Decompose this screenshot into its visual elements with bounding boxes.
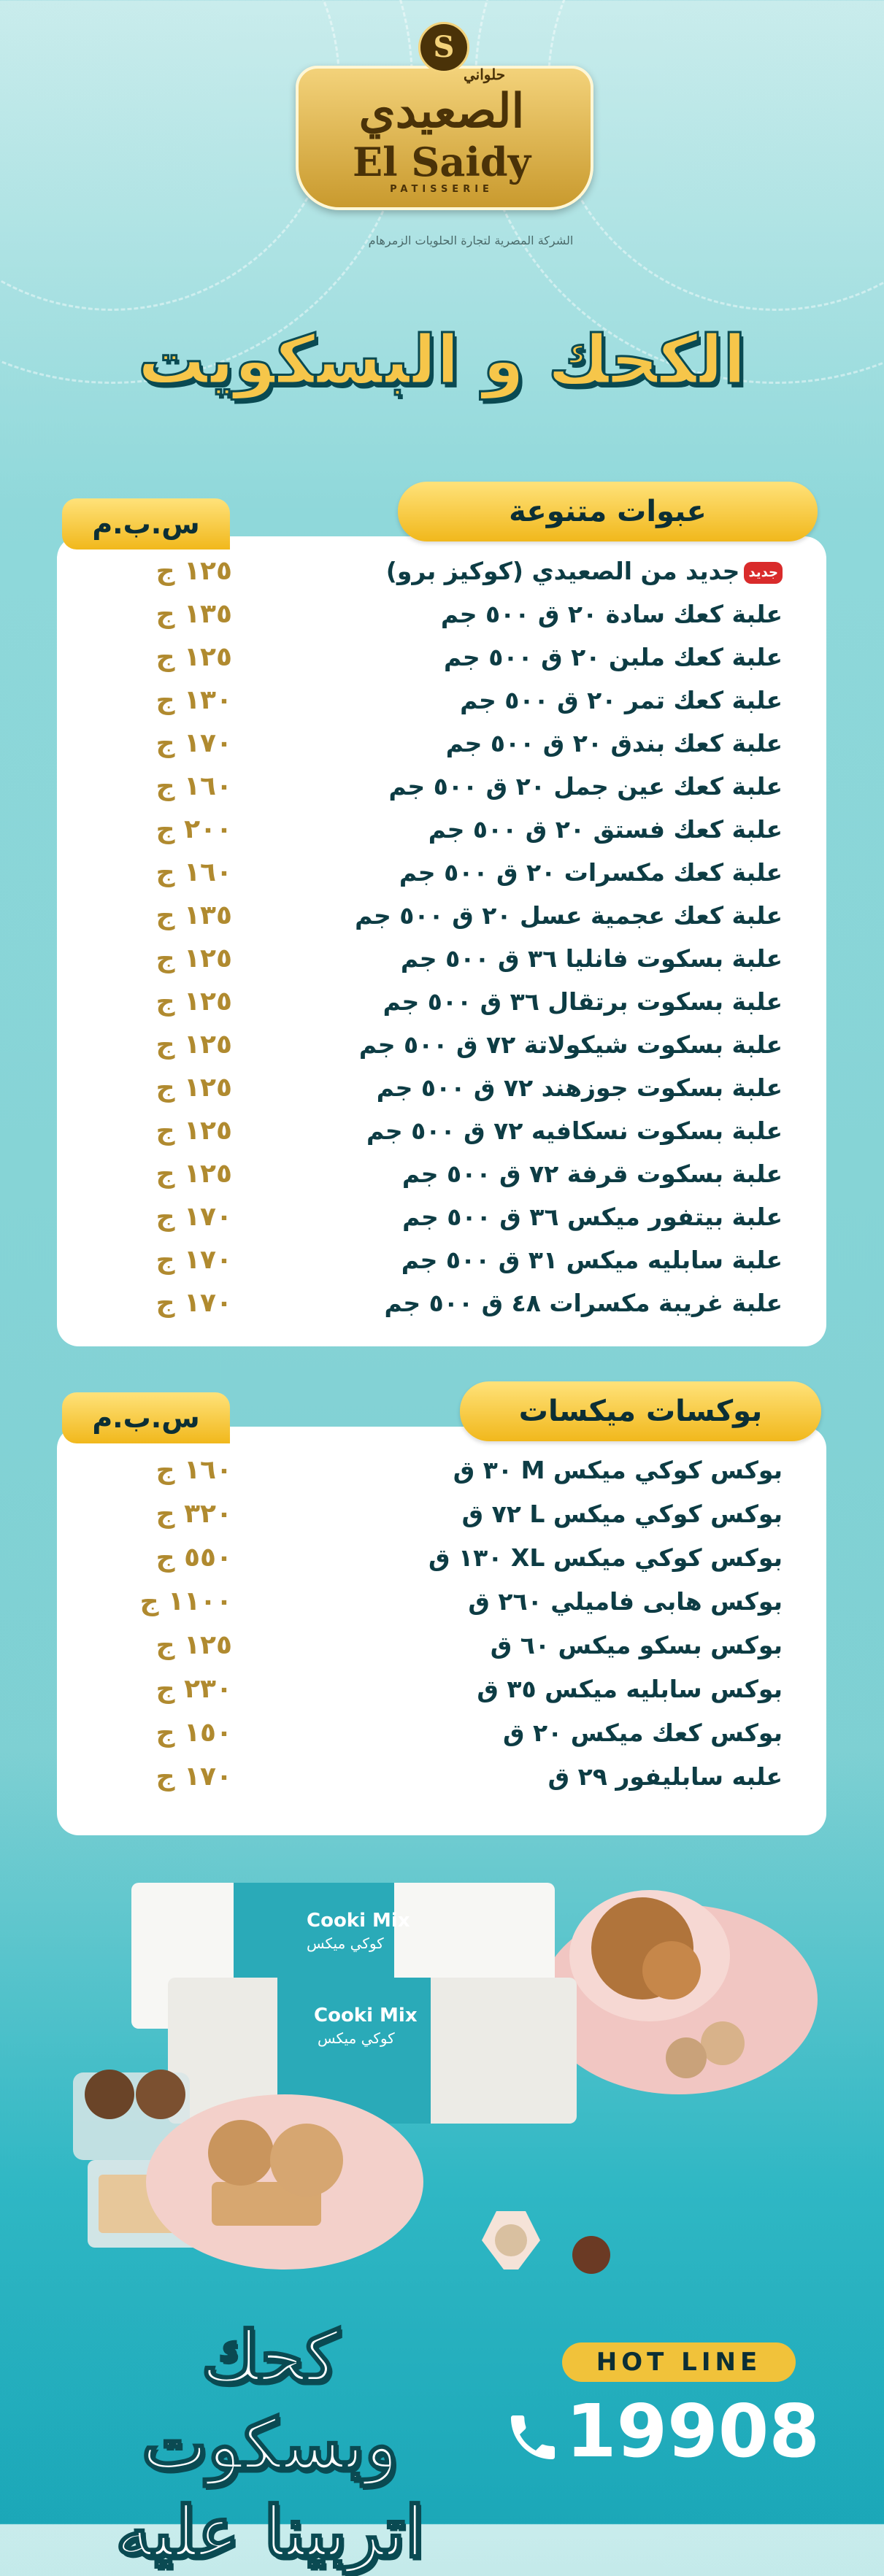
item-price: ١٢٥ ج xyxy=(155,1116,232,1146)
item-name xyxy=(383,984,783,1020)
item-price: ١٢٥ ج xyxy=(155,1630,232,1660)
item-name-text: علبة كعك عين جمل ٢٠ ق ٥٠٠ جم xyxy=(388,772,783,801)
item-name-text: علبة كعك فستق ٢٠ ق ٥٠٠ جم xyxy=(428,815,783,844)
item-name xyxy=(385,1285,783,1322)
section1-currency: س.ب.م xyxy=(62,498,230,549)
item-price: ١٦٠ ج xyxy=(155,771,232,801)
item-name-text: علبة بسكوت برتقال ٣٦ ق ٥٠٠ جم xyxy=(383,987,783,1016)
item-name-text: علبة بيتفور ميكس ٣٦ ق ٥٠٠ جم xyxy=(402,1203,783,1231)
item-price: ١٢٥ ج xyxy=(155,944,232,973)
item-price: ١٢٥ ج xyxy=(155,556,232,586)
menu-row xyxy=(57,811,826,848)
footer-slogan-line2: اتربينا عليه xyxy=(115,2491,425,2573)
menu-row xyxy=(57,1715,826,1751)
menu-row xyxy=(57,941,826,977)
item-name xyxy=(401,941,783,977)
item-name-text: علبة كعك ملبن ٢٠ ق ٥٠٠ جم xyxy=(444,643,783,671)
item-price: ١٢٥ ج xyxy=(155,1073,232,1103)
menu-row xyxy=(57,1113,826,1149)
box-label-ar: كوكي ميكس xyxy=(318,2029,395,2047)
section2-currency: س.ب.م xyxy=(62,1392,230,1443)
item-name-text: بوكس كوكي ميكس M ٣٠ ق xyxy=(453,1456,783,1484)
item-name xyxy=(477,1671,783,1708)
item-name-text: علبة كعك سادة ٢٠ ق ٥٠٠ جم xyxy=(440,600,783,628)
item-price: ٢٠٠ ج xyxy=(155,814,232,844)
brand-logo xyxy=(296,15,588,255)
menu-row xyxy=(57,1070,826,1106)
item-price: ٥٥٠ ج xyxy=(155,1543,232,1573)
page-title: الكحك و البسكويت xyxy=(137,321,747,399)
logo-monogram: S xyxy=(418,22,469,73)
hotline-number: 19908 xyxy=(566,2388,820,2474)
item-name-text: علبة بسكوت نسكافيه ٧٢ ق ٥٠٠ جم xyxy=(366,1117,783,1145)
menu-row xyxy=(57,1540,826,1576)
item-price: ١٢٥ ج xyxy=(155,1159,232,1189)
item-price: ١٧٠ ج xyxy=(155,1245,232,1275)
item-price: ١٣٥ ج xyxy=(155,901,232,930)
footer-slogan-line1: كحك وبسكوت xyxy=(142,2315,399,2486)
item-name-text: علبة سابليه ميكس ٣١ ق ٥٠٠ جم xyxy=(401,1246,783,1274)
item-name-text: علبة غريبة مكسرات ٤٨ ق ٥٠٠ جم xyxy=(384,1289,783,1317)
item-name xyxy=(453,1452,783,1489)
box-label: Cooki Mix xyxy=(314,2005,418,2027)
item-name xyxy=(460,682,783,719)
item-price: ١٦٠ ج xyxy=(155,1455,232,1485)
item-name-text: علبة كعك عجمية عسل ٢٠ ق ٥٠٠ جم xyxy=(355,901,783,930)
logo-name-ar-small: حلواني xyxy=(464,66,506,83)
menu-row xyxy=(57,768,826,805)
phone-icon xyxy=(504,2408,562,2467)
item-name xyxy=(359,1027,783,1063)
item-name-text: بوكس سابليه ميكس ٣٥ ق xyxy=(477,1675,783,1703)
item-price: ١١٠٠ ج xyxy=(139,1586,232,1616)
footer-slogan xyxy=(95,2313,445,2573)
item-name xyxy=(377,1070,783,1106)
menu-row xyxy=(57,1199,826,1235)
menu-row xyxy=(57,725,826,762)
item-name xyxy=(428,811,783,848)
menu-row xyxy=(57,1584,826,1620)
item-price: ١٢٥ ج xyxy=(155,1030,232,1060)
menu-row xyxy=(57,682,826,719)
menu-row xyxy=(57,553,826,590)
new-badge: جديد xyxy=(744,562,783,584)
item-name-text: علبة كعك تمر ٢٠ ق ٥٠٠ جم xyxy=(460,686,783,714)
item-price: ١٥٠ ج xyxy=(155,1718,232,1748)
item-name xyxy=(366,1113,783,1149)
item-price: ٣٢٠ ج xyxy=(155,1499,232,1529)
logo-name-en: El Saidy xyxy=(352,139,531,185)
item-name-text: علبة بسكوت فانليا ٣٦ ق ٥٠٠ جم xyxy=(400,944,783,973)
item-price: ١٧٠ ج xyxy=(155,1202,232,1232)
item-price: ١٣٥ ج xyxy=(155,599,232,629)
item-name-text: بوكس هابى فاميلي ٢٦٠ ق xyxy=(468,1587,783,1616)
item-name xyxy=(441,596,783,633)
item-price: ١٧٠ ج xyxy=(155,728,232,758)
menu-row xyxy=(57,1242,826,1279)
item-name-text: علبة كعك مكسرات ٢٠ ق ٥٠٠ جم xyxy=(399,858,783,887)
menu-row xyxy=(57,898,826,934)
menu-row xyxy=(57,984,826,1020)
section2-label: بوكسات ميكسات xyxy=(460,1381,821,1441)
box-label-ar: كوكي ميكس xyxy=(307,1935,384,1952)
item-name-text: علبة كعك بندق ٢٠ ق ٥٠٠ جم xyxy=(445,729,783,757)
item-name xyxy=(462,1496,783,1532)
item-price: ١٧٠ ج xyxy=(155,1288,232,1318)
box-label: Cooki Mix xyxy=(307,1910,410,1932)
item-name-text: بوكس كعك ميكس ٢٠ ق xyxy=(503,1719,783,1747)
item-name-text: علبة بسكوت قرفة ٧٢ ق ٥٠٠ جم xyxy=(401,1160,783,1188)
menu-row xyxy=(57,1027,826,1063)
item-price: ١٦٠ ج xyxy=(155,857,232,887)
menu-row xyxy=(57,1627,826,1664)
item-name xyxy=(491,1627,783,1664)
section1-label: عبوات متنوعة xyxy=(398,482,818,541)
item-price: ١٢٥ ج xyxy=(155,987,232,1017)
item-name xyxy=(386,553,783,590)
item-name xyxy=(402,1199,783,1235)
item-name xyxy=(548,1759,783,1795)
menu-row xyxy=(57,1496,826,1532)
item-price: ١٣٠ ج xyxy=(155,685,232,715)
menu-row xyxy=(57,1452,826,1489)
menu-row xyxy=(57,1759,826,1795)
item-name xyxy=(355,898,783,934)
hotline-label: HOT LINE xyxy=(562,2342,796,2382)
logo-name-ar: الصعيدي xyxy=(358,84,525,139)
item-name-text: بوكس كوكي ميكس L ٧٢ ق xyxy=(461,1500,783,1528)
menu-row xyxy=(57,596,826,633)
item-name xyxy=(468,1584,783,1620)
item-name xyxy=(503,1715,783,1751)
logo-tagline: الشركة المصرية لتجارة الحلويات الزمرهام xyxy=(368,234,574,247)
menu-row xyxy=(57,1156,826,1192)
item-name xyxy=(428,1540,783,1576)
item-name xyxy=(446,725,783,762)
menu-row xyxy=(57,1285,826,1322)
item-name xyxy=(399,855,783,891)
item-name-text: علبه سابليفور ٢٩ ق xyxy=(547,1762,783,1791)
menu-row xyxy=(57,639,826,676)
item-name-text: بوكس بسكو ميكس ٦٠ ق xyxy=(490,1631,783,1659)
product-photo xyxy=(66,1832,825,2306)
item-name-text: جديد من الصعيدي (كوكيز برو) xyxy=(385,557,740,585)
item-price: ٢٣٠ ج xyxy=(155,1674,232,1704)
logo-subtitle: PATISSERIE xyxy=(390,184,493,195)
item-name xyxy=(389,768,783,805)
item-name xyxy=(401,1242,783,1279)
item-price: ١٢٥ ج xyxy=(155,642,232,672)
menu-row xyxy=(57,855,826,891)
item-name-text: علبة بسكوت جوزهند ٧٢ ق ٥٠٠ جم xyxy=(376,1073,783,1102)
item-name-text: علبة بسكوت شيكولاتة ٧٢ ق ٥٠٠ جم xyxy=(358,1030,783,1059)
menu-row xyxy=(57,1671,826,1708)
item-price: ١٧٠ ج xyxy=(155,1762,232,1792)
item-name xyxy=(444,639,783,676)
item-name-text: بوكس كوكي ميكس XL ١٣٠ ق xyxy=(428,1543,783,1572)
item-name xyxy=(402,1156,783,1192)
